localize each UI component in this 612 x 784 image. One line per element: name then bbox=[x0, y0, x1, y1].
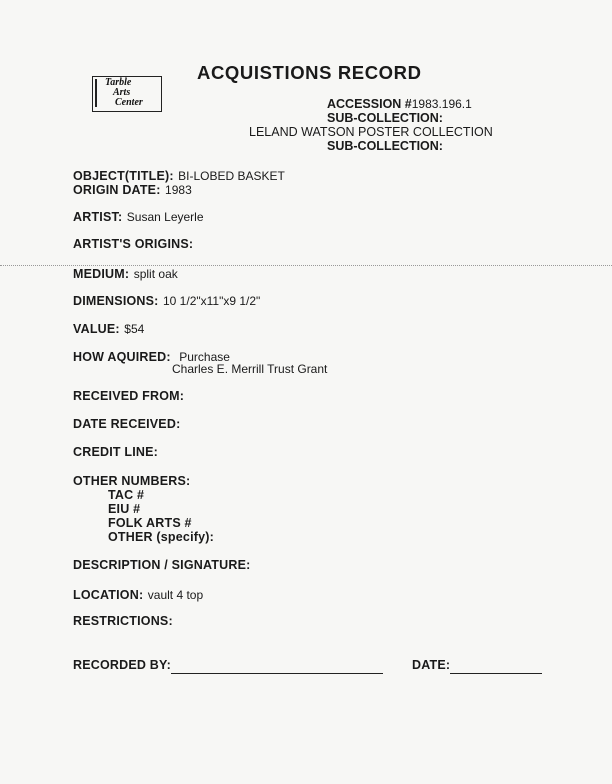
medium-field bbox=[73, 265, 178, 283]
how-acquired-value-2: Charles E. Merrill Trust Grant bbox=[172, 362, 328, 376]
date-line bbox=[450, 661, 542, 674]
dimensions-value: 10 1/2"x11"x9 1/2" bbox=[163, 294, 261, 308]
page-title: ACQUISTIONS RECORD bbox=[197, 62, 422, 83]
value-label: VALUE: bbox=[73, 322, 120, 336]
subcollection-label-1: SUB-COLLECTION: bbox=[327, 111, 443, 125]
subcollection-label-2: SUB-COLLECTION: bbox=[327, 139, 443, 153]
credit-line-label: CREDIT LINE: bbox=[73, 445, 159, 459]
recorded-by-line bbox=[171, 661, 383, 674]
subcollection-value-1: LELAND WATSON POSTER COLLECTION bbox=[249, 125, 493, 139]
description-signature-label: DESCRIPTION / SIGNATURE: bbox=[73, 558, 251, 572]
location-label: LOCATION: bbox=[73, 588, 144, 602]
location-field bbox=[73, 586, 203, 604]
medium-label: MEDIUM: bbox=[73, 267, 130, 281]
logo-text-line1: Tarble bbox=[105, 77, 132, 88]
how-acquired-label: HOW AQUIRED: bbox=[73, 350, 171, 364]
artist-origins-label: ARTIST'S ORIGINS: bbox=[73, 237, 194, 251]
logo-text-line2: Arts bbox=[113, 87, 131, 98]
origin-date-label: ORIGIN DATE: bbox=[73, 183, 161, 197]
eiu-label: EIU # bbox=[108, 502, 141, 516]
tarble-arts-center-logo bbox=[92, 76, 162, 112]
accession-label: ACCESSION # bbox=[327, 97, 412, 111]
artist-field bbox=[73, 208, 204, 226]
other-numbers-label: OTHER NUMBERS: bbox=[73, 474, 191, 488]
accession-value: 1983.196.1 bbox=[411, 97, 472, 111]
recorded-by-field bbox=[73, 656, 383, 674]
logo-text-line3: Center bbox=[115, 97, 143, 108]
folk-arts-label: FOLK ARTS # bbox=[108, 516, 192, 530]
value-value: $54 bbox=[124, 322, 145, 336]
dimensions-label: DIMENSIONS: bbox=[73, 294, 159, 308]
how-acquired-value-1: Purchase bbox=[179, 350, 230, 364]
other-specify-label: OTHER (specify): bbox=[108, 530, 214, 544]
location-value: vault 4 top bbox=[147, 588, 204, 602]
dimensions-field bbox=[73, 292, 260, 310]
origin-date-value: 1983 bbox=[165, 183, 192, 197]
received-from-label: RECEIVED FROM: bbox=[73, 389, 185, 403]
date-label: DATE: bbox=[412, 658, 451, 672]
accession-number bbox=[327, 97, 472, 111]
restrictions-label: RESTRICTIONS: bbox=[73, 614, 173, 628]
value-field bbox=[73, 320, 144, 338]
tac-label: TAC # bbox=[108, 488, 145, 502]
artist-value: Susan Leyerle bbox=[126, 210, 204, 224]
recorded-by-label: RECORDED BY: bbox=[73, 658, 172, 672]
object-title-value: BI-LOBED BASKET bbox=[178, 169, 285, 183]
artist-label: ARTIST: bbox=[73, 210, 123, 224]
medium-value: split oak bbox=[133, 267, 178, 281]
origin-date-field bbox=[73, 181, 192, 199]
object-title-label: OBJECT(TITLE): bbox=[73, 169, 174, 183]
date-received-label: DATE RECEIVED: bbox=[73, 417, 181, 431]
date-field bbox=[412, 656, 542, 674]
